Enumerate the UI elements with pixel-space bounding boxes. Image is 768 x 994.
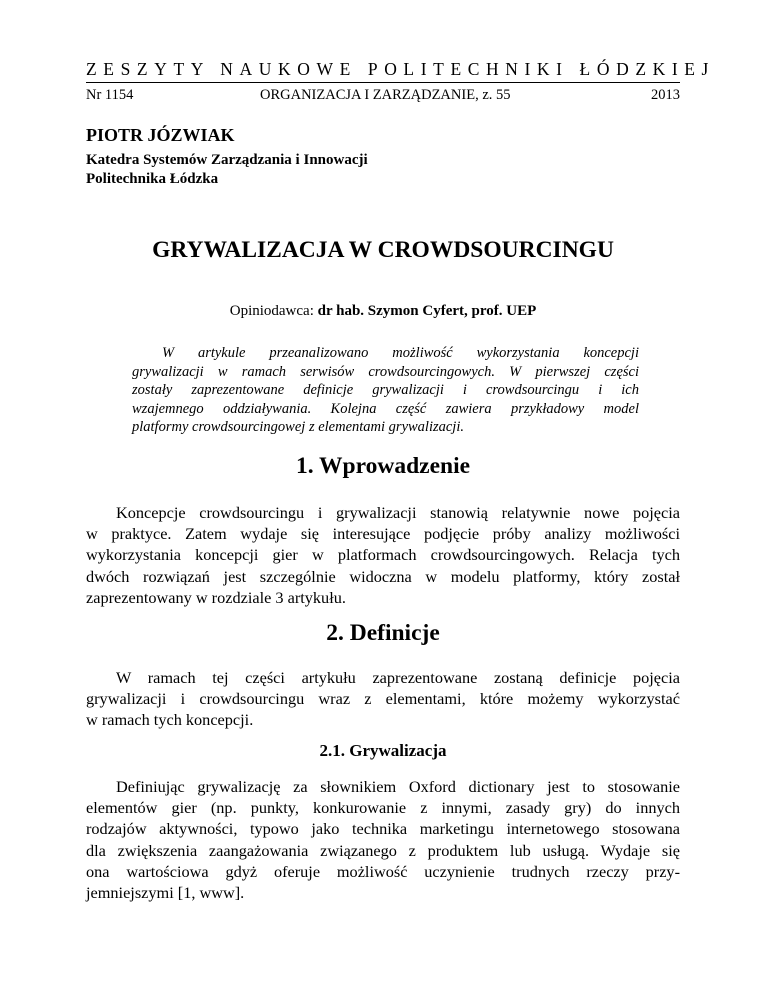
publication-year: 2013 xyxy=(651,87,680,103)
text-line: W ramach tej części artykułu zaprezentowane zostaną definicje pojęcia xyxy=(116,668,680,687)
reviewer-label: Opiniodawca: xyxy=(229,303,314,319)
abstract-line: platformy crowdsourcingowej z elementami grywalizacji. xyxy=(132,419,464,435)
section-heading-definitions: 2. Definicje xyxy=(326,620,440,646)
abstract-line: grywalizacji w ramach serwisów crowdsourcingowych. W pierwszej części xyxy=(132,363,639,380)
text-line: w praktyce. Zatem wydaje się interesujące podjęcie próby analizy możliwości xyxy=(86,524,680,544)
reviewer-line xyxy=(86,302,680,320)
author-university: Politechnika Łódzka xyxy=(86,171,219,187)
author-name: PIOTR JÓZWIAK xyxy=(86,125,235,145)
article-title: GRYWALIZACJA W CROWDSOURCINGU xyxy=(152,237,614,263)
gamification-paragraph xyxy=(86,776,680,903)
text-line: wykorzystania koncepcji gier w platformach crowdsourcingowych. Relacja tych xyxy=(86,545,680,565)
text-line: jemniejszymi [1, www]. xyxy=(86,882,245,902)
text-line: rodzajów aktywności, typowo jako technika marketingu internetowego stosowana xyxy=(86,819,680,839)
journal-title: ZESZYTY NAUKOWE POLITECHNIKI ŁÓDZKIEJ xyxy=(86,59,715,79)
text-line: dla zwiększenia zaangażowania związanego z produktem lub usługą. Wydaje się xyxy=(86,840,680,860)
text-line: zaprezentowany w rozdziale 3 artykułu. xyxy=(86,587,346,607)
text-line: dwóch rozwiązań jest szczególnie widoczna w modelu platformy, który został xyxy=(86,566,680,586)
abstract-line: wzajemnego oddziaływania. Kolejna część zawiera przykładowy model xyxy=(132,400,639,417)
text-line: Definiując grywalizację za słownikiem Oxford dictionary jest to stosowanie xyxy=(116,777,680,796)
text-line: elementów gier (np. punkty, konkurowanie z innymi, zasady gry) do innych xyxy=(86,798,680,818)
introduction-paragraph xyxy=(86,502,680,608)
abstract-line: zostały zaprezentowane definicje grywalizacji i crowdsourcingu i ich xyxy=(132,382,639,398)
text-line: Koncepcje crowdsourcingu i grywalizacji stanowią relatywnie nowe pojęcia xyxy=(116,503,680,522)
subsection-heading-gamification: 2.1. Grywalizacja xyxy=(319,741,447,760)
reviewer-name: dr hab. Szymon Cyfert, prof. UEP xyxy=(317,303,537,319)
author-department: Katedra Systemów Zarządzania i Innowacji xyxy=(86,152,368,168)
abstract xyxy=(132,344,639,437)
text-line: grywalizacji i crowdsourcingu wraz z elementami, które możemy wykorzystać xyxy=(86,689,680,709)
definitions-paragraph xyxy=(86,667,680,731)
journal-series: ORGANIZACJA I ZARZĄDZANIE, z. 55 xyxy=(260,87,511,103)
header-rule xyxy=(86,82,680,83)
issue-number: Nr 1154 xyxy=(86,87,134,103)
section-heading-introduction: 1. Wprowadzenie xyxy=(295,453,471,479)
abstract-line: W artykule przeanalizowano możliwość wykorzystania koncepcji xyxy=(162,345,639,361)
text-line: w ramach tych koncepcji. xyxy=(86,710,254,730)
text-line: ona wartościowa gdyż oferuje możliwość uczynienie trudnych rzeczy przy- xyxy=(86,861,680,881)
